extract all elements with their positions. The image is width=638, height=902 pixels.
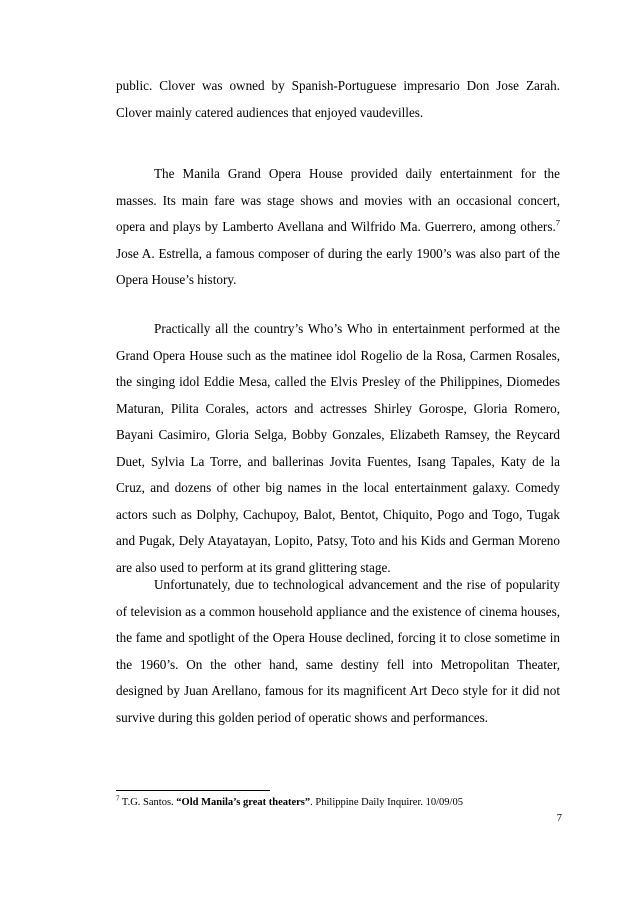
footnote-divider	[116, 790, 270, 791]
paragraph-performers: Practically all the country’s Who’s Who in entertainment performed at the Grand Opera House such as the matinee idol Rogelio de la Rosa, Carmen Rosales, the singing idol Eddie Mesa, called the Elvis Presley of the Philippines, Diomedes Maturan, Pilita Corales, actors and actresses Shirley Gorospe, Gloria Romero, Bayani Casimiro, Gloria Selga, Bobby Gonzales, Elizabeth Ramsey, the Reycard Duet, Sylvia La Torre, and ballerinas Jovita Fuentes, Isang Tapales, Katy de la Cruz, and dozens of other big names in the local entertainment galaxy. Comedy actors such as Dolphy, Cachupoy, Balot, Bentot, Chiquito, Pogo and Togo, Tugak and Pugak, Dely Atayatayan, Lopito, Patsy, Toto and his Kids and German Moreno are also used to perform at its grand glittering stage.	[116, 321, 560, 575]
paragraph-grand-opera-house	[116, 161, 560, 294]
paragraph-text: The Manila Grand Opera House provided daily entertainment for the masses. Its main fare was stage shows and movies with an occasional concert, opera and plays by Lamberto Avellana and Wilfrido Ma. Guerrero, among others.	[116, 166, 560, 234]
footnote-source: . Philippine Daily Inquirer. 10/09/05	[310, 797, 463, 808]
footnote-number: 7	[116, 794, 120, 803]
paragraph-decline: Unfortunately, due to technological advancement and the rise of popularity of television as a common household appliance and the existence of cinema houses, the fame and spotlight of the Opera House declined, forcing it to close sometime in the 1960’s. On the other hand, same destiny fell into Metropolitan Theater, designed by Juan Arellano, famous for its magnificent Art Deco style for it did not survive during this golden period of operatic shows and performances.	[116, 577, 560, 725]
footnote	[116, 796, 576, 810]
paragraph-text: Jose A. Estrella, a famous composer of during the early 1900’s was also part of the Opera House’s history.	[116, 245, 560, 287]
page-number: 7	[556, 813, 562, 824]
paragraph-clover: public. Clover was owned by Spanish-Portuguese impresario Don Jose Zarah. Clover mainly catered audiences that enjoyed vaudevilles.	[116, 78, 560, 120]
footnote-title: “Old Manila’s great theaters”	[176, 797, 311, 808]
footnote-author: T.G. Santos.	[119, 797, 177, 808]
footnote-reference: 7	[555, 217, 560, 228]
